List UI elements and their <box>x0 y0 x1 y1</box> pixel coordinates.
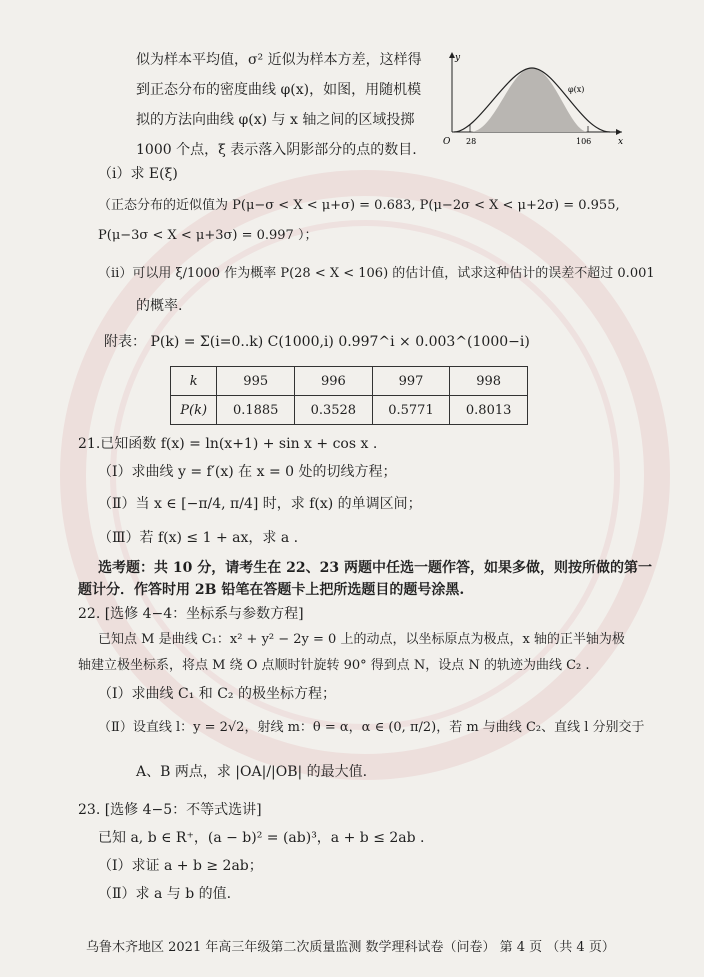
appendix-formula: 附表： P(k) = Σ(i=0..k) C(1000,i) 0.997^i × 0.003^(1000−i) <box>104 334 530 350</box>
q21-part-2: （Ⅱ）当 x ∈ [−π/4, π/4] 时，求 f(x) 的单调区间； <box>98 496 422 512</box>
q20-part-ii-cont: 的概率. <box>136 298 183 314</box>
q23-part-1: （Ⅰ）求证 a + b ≥ 2ab； <box>98 858 263 874</box>
q22-stem-1: 已知点 M 是曲线 C₁：x² + y² − 2y = 0 上的动点，以坐标原点为极点，x 轴的正半轴为极 <box>98 632 625 647</box>
q22-part-2-cont: A、B 两点，求 |OA|/|OB| 的最大值. <box>136 764 368 780</box>
table-row <box>171 396 528 425</box>
shaded-region <box>470 68 588 132</box>
table-cell: k <box>171 367 217 396</box>
table-cell: 0.8013 <box>450 396 528 425</box>
table-cell: 0.5771 <box>372 396 450 425</box>
curve-label: φ(x) <box>568 85 585 94</box>
table-cell: 997 <box>372 367 450 396</box>
q22-part-1: （Ⅰ）求曲线 C₁ 和 C₂ 的极坐标方程； <box>98 686 336 702</box>
table-row <box>171 367 528 396</box>
q20-part-i: （ⅰ）求 E(ξ) <box>98 166 178 182</box>
q21-stem: 21.已知函数 f(x) = ln(x+1) + sin x + cos x . <box>78 436 378 452</box>
elective-note-2: 题计分．作答时用 2B 铅笔在答题卡上把所选题目的题号涂黑. <box>78 582 465 598</box>
q21-part-3: （Ⅲ）若 f(x) ≤ 1 + ax，求 a . <box>98 530 299 546</box>
x-axis-arrow-icon <box>616 129 622 135</box>
q23-title: 23. [选修 4−5：不等式选讲] <box>78 802 262 818</box>
intro-line-2: 到正态分布的密度曲线 φ(x)，如图，用随机模 <box>136 82 422 98</box>
q22-stem-2: 轴建立极坐标系，将点 M 绕 O 点顺时针旋转 90° 得到点 N，设点 N 的轨迹为曲线 C₂ . <box>78 658 590 673</box>
q20-note-2: P(μ−3σ < X < μ+3σ) = 0.997 ）； <box>98 228 318 243</box>
q23-stem: 已知 a, b ∈ R⁺，(a − b)² = (ab)³，a + b ≤ 2ab . <box>98 830 425 846</box>
q20-note-1: （正态分布的近似值为 P(μ−σ < X < μ+σ) = 0.683, P(μ−2σ < X < μ+2σ) = 0.955, <box>98 198 620 213</box>
intro-line-4: 1000 个点，ξ 表示落入阴影部分的点的数目. <box>136 142 417 158</box>
intro-line-1: 似为样本平均值，σ² 近似为样本方差，这样得 <box>136 52 422 68</box>
normal-density-figure <box>430 48 630 153</box>
tick-label-106: 106 <box>576 137 592 146</box>
elective-note-1: 选考题：共 10 分，请考生在 22、23 两题中任选一题作答，如果多做，则按所做的第一 <box>98 560 652 576</box>
table-cell: 996 <box>295 367 373 396</box>
probability-table <box>170 366 528 425</box>
origin-label: O <box>443 137 451 147</box>
x-axis-label: x <box>618 137 624 147</box>
tick-label-28: 28 <box>466 137 477 146</box>
intro-line-3: 拟的方法向曲线 φ(x) 与 x 轴之间的区域投掷 <box>136 112 415 128</box>
q21-part-1: （Ⅰ）求曲线 y = f′(x) 在 x = 0 处的切线方程； <box>98 464 397 480</box>
table-cell: 998 <box>450 367 528 396</box>
table-cell: 0.1885 <box>217 396 295 425</box>
table-cell: P(k) <box>171 396 217 425</box>
y-axis-label: y <box>455 53 461 63</box>
q20-part-ii: （ⅱ）可以用 ξ/1000 作为概率 P(28 < X < 106) 的估计值，试求这种估计的误差不超过 0.001 <box>98 266 655 281</box>
page-footer: 乌鲁木齐地区 2021 年高三年级第二次质量监测 数学理科试卷（问卷） 第 4 页 （共 4 页） <box>86 940 615 955</box>
q23-part-2: （Ⅱ）求 a 与 b 的值. <box>98 886 232 902</box>
table-cell: 0.3528 <box>295 396 373 425</box>
q22-part-2: （Ⅱ）设直线 l：y = 2√2，射线 m：θ = α，α ∈ (0, π/2)，若 m 与曲线 C₂、直线 l 分别交于 <box>98 720 645 735</box>
q22-title: 22. [选修 4−4：坐标系与参数方程] <box>78 606 304 622</box>
table-cell: 995 <box>217 367 295 396</box>
